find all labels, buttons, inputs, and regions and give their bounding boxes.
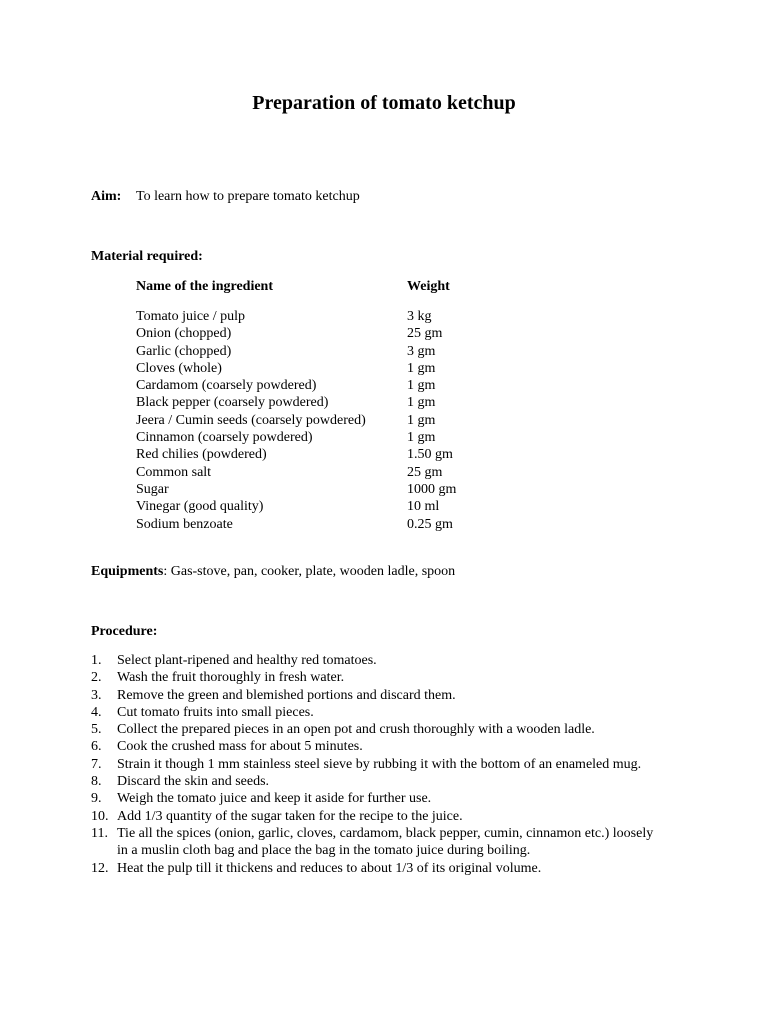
ingredient-name: Cinnamon (coarsely powdered) [136,430,313,446]
ingredient-weight: 1 gm [407,430,436,446]
ingredient-name: Tomato juice / pulp [136,309,246,324]
equipments-text: : Gas-stove, pan, cooker, plate, wooden ladle, spoon [163,564,456,579]
step-text: Strain it though 1 mm stainless steel sieve by rubbing it with the bottom of an enameled mug. [117,756,642,772]
ingredient-weight: 0.25 gm [407,516,453,532]
table-row [136,498,527,515]
aim-section [91,188,360,206]
ingredients-table [136,278,527,533]
table-row [136,412,527,429]
ingredient-name: Red chilies (powdered) [136,447,267,463]
list-item [91,773,661,790]
ingredient-name: Cloves (whole) [136,360,222,376]
list-item [91,808,661,825]
list-item [91,738,661,755]
ingredient-weight: 10 ml [407,499,440,515]
list-item [91,825,661,860]
step-text: Weigh the tomato juice and keep it aside for further use. [117,791,432,807]
table-row [136,308,527,325]
ingredient-weight: 1 gm [407,412,436,428]
step-number: 5. [91,722,102,738]
table-row [136,325,527,342]
table-row [136,516,527,533]
table-row [136,394,527,411]
column-header-ingredient: Name of the ingredient [136,279,273,294]
ingredient-name: Sodium benzoate [136,516,233,532]
list-item [91,860,661,877]
ingredient-weight: 1 gm [407,360,436,376]
ingredients-table-header [136,278,527,308]
ingredient-weight: 1 gm [407,395,436,411]
step-number: 4. [91,704,102,720]
list-item [91,669,661,686]
step-text: Collect the prepared pieces in an open pot and crush thoroughly with a wooden ladle. [117,722,595,738]
step-number: 6. [91,739,102,755]
list-item [91,790,661,807]
list-item [91,756,661,773]
equipments-section [91,563,455,581]
step-number: 12. [91,860,109,876]
step-number: 10. [91,808,109,824]
ingredient-name: Sugar [136,481,169,497]
ingredient-name: Cardamom (coarsely powdered) [136,378,317,394]
step-number: 2. [91,670,102,686]
step-number: 3. [91,687,102,703]
column-header-weight: Weight [407,279,450,294]
step-text: Discard the skin and seeds. [117,774,270,790]
procedure-list [91,652,661,877]
table-row [136,343,527,360]
ingredient-weight: 25 gm [407,464,443,480]
step-number: 7. [91,756,102,772]
table-row [136,481,527,498]
aim-text: To learn how to prepare tomato ketchup [136,189,360,204]
step-text: Remove the green and blemished portions and discard them. [117,687,456,703]
ingredient-name: Vinegar (good quality) [136,499,264,515]
page-title: Preparation of tomato ketchup [252,92,516,114]
step-number: 11. [91,825,108,841]
ingredient-name: Garlic (chopped) [136,343,232,359]
step-text: Heat the pulp till it thickens and reduces to about 1/3 of its original volume. [117,860,542,876]
step-number: 1. [91,653,102,668]
step-number: 8. [91,774,102,790]
step-text: Add 1/3 quantity of the sugar taken for the recipe to the juice. [117,808,463,824]
step-text: Select plant-ripened and healthy red tomatoes. [117,653,377,668]
ingredient-name: Jeera / Cumin seeds (coarsely powdered) [136,412,366,428]
equipments-label: Equipments [91,564,164,579]
step-text: Cook the crushed mass for about 5 minutes. [117,739,363,755]
ingredient-name: Common salt [136,464,212,480]
ingredient-weight: 3 gm [407,343,436,359]
list-item [91,721,661,738]
table-row [136,446,527,463]
ingredient-name: Black pepper (coarsely powdered) [136,395,329,411]
list-item [91,687,661,704]
step-text: Cut tomato fruits into small pieces. [117,704,314,720]
ingredient-weight: 3 kg [407,309,432,324]
table-row [136,464,527,481]
step-text: Wash the fruit thoroughly in fresh water. [117,670,345,686]
step-text: Tie all the spices (onion, garlic, cloves, cardamom, black pepper, cumin, cinnamon etc.) loosely in a muslin cloth bag and place the bag in the tomato juice during boiling. [117,825,654,859]
step-number: 9. [91,791,102,807]
table-row [136,360,527,377]
ingredient-name: Onion (chopped) [136,326,232,342]
aim-label: Aim: [91,189,122,204]
list-item [91,652,661,669]
table-row [136,429,527,446]
list-item [91,704,661,721]
table-row [136,377,527,394]
ingredient-weight: 25 gm [407,326,443,342]
ingredient-weight: 1.50 gm [407,447,453,463]
materials-heading: Material required: [91,249,203,264]
ingredient-weight: 1000 gm [407,481,457,497]
procedure-heading: Procedure: [91,624,158,639]
ingredient-weight: 1 gm [407,378,436,394]
